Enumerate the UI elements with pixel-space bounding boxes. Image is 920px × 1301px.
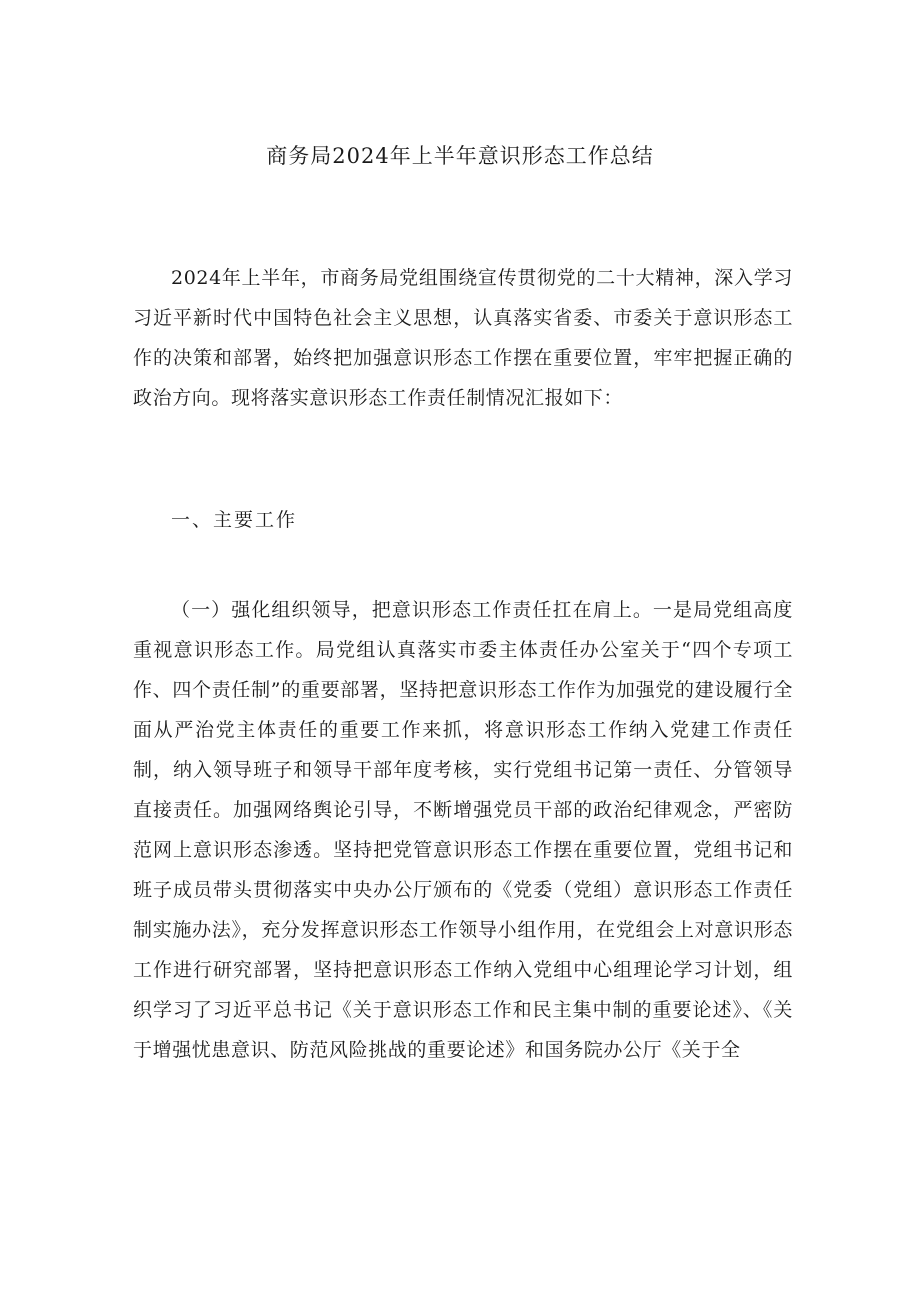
document-title: 商务局2024年上半年意识形态工作总结 [266, 144, 654, 168]
section1-paragraph: （一）强化组织领导，把意识形态工作责任扛在肩上。一是局党组高度重视意识形态工作。局党组认真落实市委主体责任办公室关于“四个专项工作、四个责任制”的重要部署，坚持把意识形态工作作为加强党的建设履行全面从严治党主体责任的重要工作来抓，将意识形态工作纳入党建工作责任制，纳入领导班子和领导干部年度考核，实行党组书记第一责任、分管领导直接责任。加强网络舆论引导，不断增强党员干部的政治纪律观念，严密防范网上意识形态渗透。坚持把党管意识形态工作摆在重要位置，党组书记和班子成员带头贯彻落实中央办公厅颁布的《党委（党组）意识形态工作责任制实施办法》，充分发挥意识形态工作领导小组作用，在党组会上对意识形态工作进行研究部署，坚持把意识形态工作纳入党组中心组理论学习计划，组织学习了习近平总书记《关于意识形态工作和民主集中制的重要论述》、《关于增强忧患意识、防范风险挑战的重要论述》和国务院办公厅《关于全 [133, 599, 793, 1061]
section-heading-main-work: 一、主要工作 [171, 509, 298, 531]
intro-paragraph: 2024年上半年，市商务局党组围绕宣传贯彻党的二十大精神，深入学习习近平新时代中国特色社会主义思想，认真落实省委、市委关于意识形态工作的决策和部署，始终把加强意识形态工作摆在重要位置，牢牢把握正确的政治方向。现将落实意识形态工作责任制情况汇报如下： [133, 267, 793, 409]
